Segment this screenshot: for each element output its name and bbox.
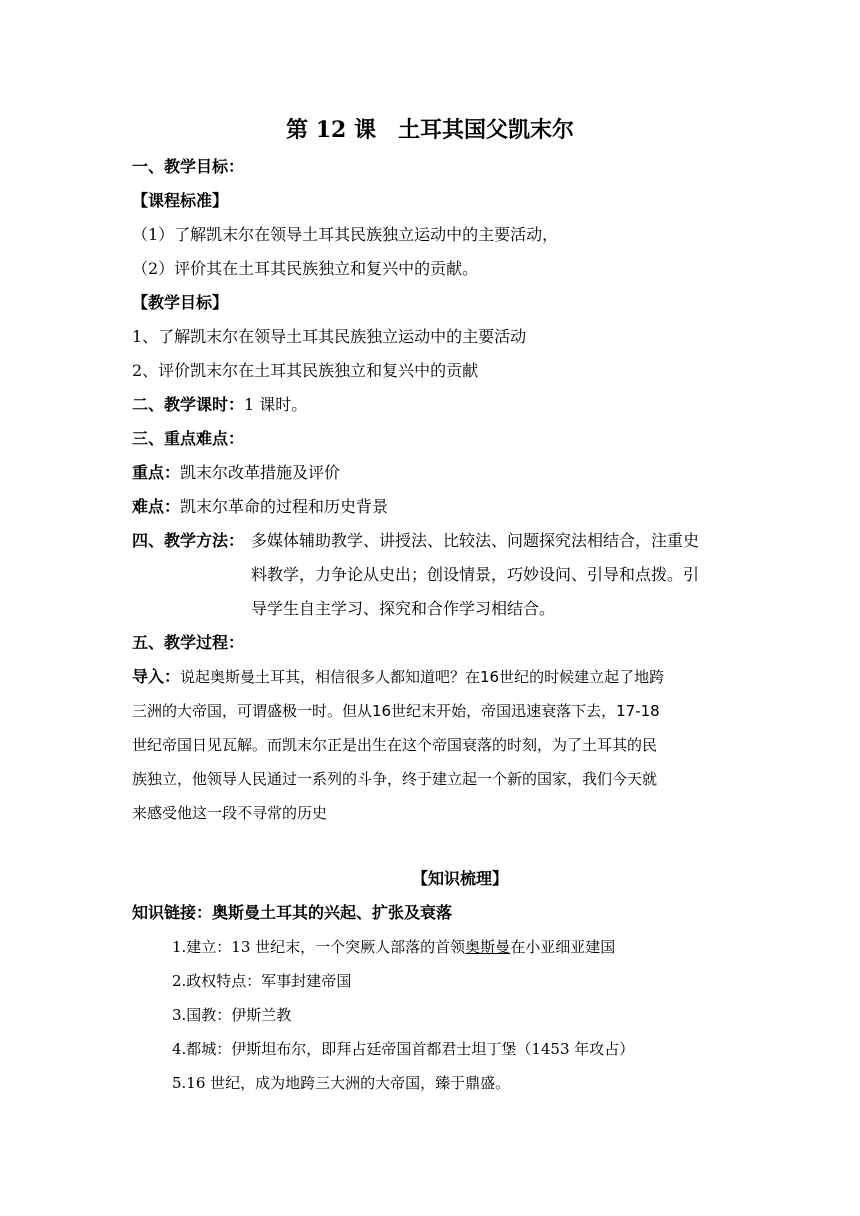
intro-line-1 [132, 667, 732, 687]
intro-line-4: 族独立，他领导人民通过一系列的斗争，终于建立起一个新的国家，我们今天就 [132, 770, 658, 788]
key-point-value: 凯末尔改革措施及评价 [180, 463, 341, 482]
method-line-2: 料教学，力争论从史出；创设情景，巧妙设问、引导和点拨。引 [251, 565, 700, 584]
knowledge-item-1 [172, 937, 615, 957]
key-point-label: 重点： [132, 463, 181, 482]
section-5-heading: 五、教学过程： [132, 633, 245, 652]
knowledge-item-2: 2.政权特点：军事封建帝国 [172, 972, 352, 990]
goal-item-2: 2、评价凯末尔在土耳其民族独立和复兴中的贡献 [132, 361, 479, 380]
difficulty-row [132, 497, 388, 517]
section-3-heading: 三、重点难点： [132, 429, 245, 448]
method-line-3: 导学生自主学习、探究和合作学习相结合。 [251, 599, 556, 618]
section-1-heading: 一、教学目标： [132, 157, 245, 176]
curriculum-item-2: （2）评价其在土耳其民族独立和复兴中的贡献。 [132, 259, 479, 278]
link-heading: 知识链接：奥斯曼土耳其的兴起、扩张及衰落 [132, 903, 453, 922]
kb1-underlined: 奥斯曼 [465, 938, 511, 956]
knowledge-item-4: 4.都城：伊斯坦布尔，即拜占廷帝国首都君士坦丁堡（1453 年攻占） [172, 1040, 635, 1058]
knowledge-item-3: 3.国教：伊斯兰教 [172, 1006, 292, 1024]
key-point-row [132, 463, 340, 483]
goals-heading: 【教学目标】 [132, 293, 229, 312]
difficulty-value: 凯末尔革命的过程和历史背景 [180, 497, 389, 516]
goal-item-1: 1、了解凯末尔在领导土耳其民族独立运动中的主要活动 [132, 327, 527, 346]
method-line-1: 多媒体辅助教学、讲授法、比较法、问题探究法相结合，注重史 [251, 531, 700, 550]
curriculum-heading: 【课程标准】 [132, 191, 229, 210]
section-2-label: 二、教学课时： [132, 395, 245, 414]
intro-text-1: 说起奥斯曼土耳其，相信很多人都知道吧？在16世纪的时候建立起了地跨 [180, 668, 665, 686]
section-2-value: 1 课时。 [244, 395, 308, 414]
curriculum-item-1: （1）了解凯末尔在领导土耳其民族独立运动中的主要活动， [132, 225, 559, 244]
knowledge-item-5: 5.16 世纪，成为地跨三大洲的大帝国，臻于鼎盛。 [172, 1074, 511, 1092]
kb1-post: 在小亚细亚建国 [510, 938, 616, 956]
knowledge-heading: 【知识梳理】 [411, 869, 508, 888]
section-4-label: 四、教学方法： [132, 531, 245, 550]
intro-line-3: 世纪帝国日见瓦解。而凯末尔正是出生在这个帝国衰落的时刻，为了土耳其的民 [132, 736, 658, 754]
difficulty-label: 难点： [132, 497, 181, 516]
intro-line-5: 来感受他这一段不寻常的历史 [132, 804, 328, 822]
kb1-pre: 1.建立：13 世纪末，一个突厥人部落的首领 [172, 938, 466, 956]
lesson-title: 第 12 课 土耳其国父凯末尔 [286, 117, 574, 143]
intro-label: 导入： [132, 667, 181, 686]
intro-line-2: 三洲的大帝国，可谓盛极一时。但从16世纪末开始，帝国迅速衰落下去，17-18 [132, 702, 660, 720]
section-2-row [132, 395, 307, 415]
